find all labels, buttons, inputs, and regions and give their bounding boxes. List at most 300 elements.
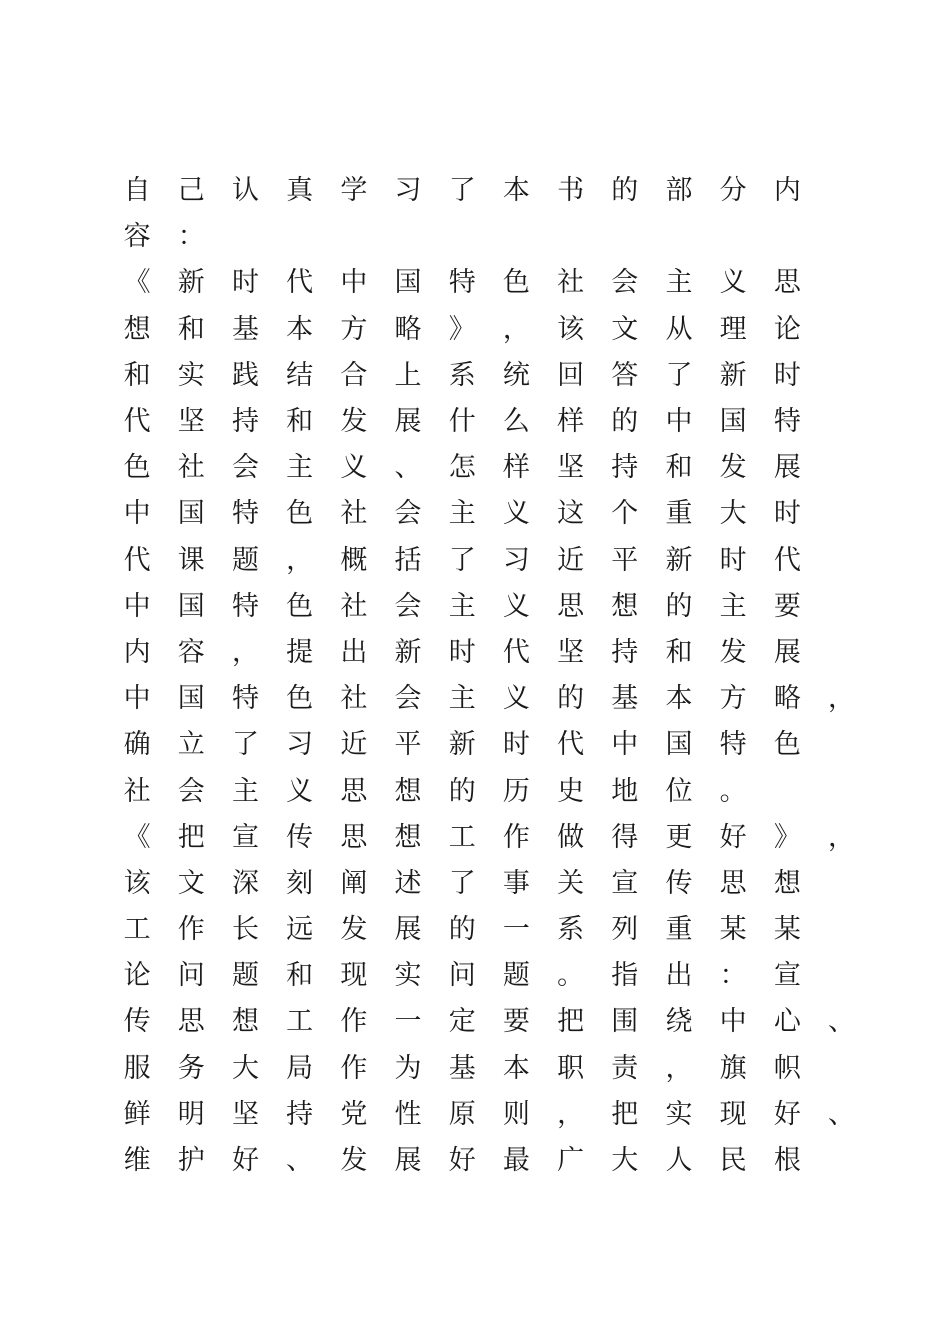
text-char: 旗: [719, 1052, 747, 1084]
text-char: 作: [340, 1052, 368, 1084]
text-char: 发: [340, 1145, 368, 1177]
text-char: 书: [557, 175, 585, 207]
text-char: 想: [123, 313, 151, 345]
text-char: 样: [557, 406, 585, 438]
text-char: 国: [177, 498, 205, 530]
text-char: 代: [557, 729, 585, 761]
text-char: 本: [502, 1052, 530, 1084]
text-char: 深: [231, 867, 259, 899]
text-char: 怎: [448, 452, 476, 484]
text-char: 大: [719, 498, 747, 530]
text-char: 色: [502, 267, 530, 299]
text-char: 中: [611, 729, 639, 761]
text-char: 作: [340, 1006, 368, 1038]
text-char: 该: [123, 867, 151, 899]
text-char: 和: [177, 313, 205, 345]
text-char: 更: [665, 821, 693, 853]
text-char: 原: [448, 1098, 476, 1130]
text-char: 问: [448, 960, 476, 992]
text-char: 习: [286, 729, 314, 761]
text-line: [110, 260, 870, 306]
text-char: 为: [394, 1052, 422, 1084]
text-char: 义: [286, 775, 314, 807]
text-char: 部: [665, 175, 693, 207]
text-char: 地: [611, 775, 639, 807]
text-char: 局: [286, 1052, 314, 1084]
text-char: 本: [665, 683, 693, 715]
text-char: 思: [773, 267, 801, 299]
text-char: 国: [665, 729, 693, 761]
text-char: 色: [123, 452, 151, 484]
text-char: ，: [286, 544, 314, 576]
text-char: 展: [773, 636, 801, 668]
text-char: 传: [665, 867, 693, 899]
text-line: [110, 630, 870, 676]
text-char: 略: [773, 683, 801, 715]
text-line: [110, 491, 870, 537]
text-line: [110, 168, 870, 214]
text-char: 社: [340, 683, 368, 715]
text-char: 想: [611, 590, 639, 622]
body-text: [110, 168, 870, 1184]
text-char: 概: [340, 544, 368, 576]
text-char: 持: [611, 636, 639, 668]
text-char: 发: [719, 636, 747, 668]
text-char: 色: [286, 498, 314, 530]
text-char: 社: [340, 498, 368, 530]
text-line: [110, 722, 870, 768]
text-char: 义: [340, 452, 368, 484]
text-line: [110, 815, 870, 861]
text-char: 定: [448, 1006, 476, 1038]
text-char: 《: [123, 821, 151, 853]
text-char: 的: [611, 175, 639, 207]
text-char: 时: [773, 359, 801, 391]
text-char: 事: [502, 867, 530, 899]
text-char: 文: [611, 313, 639, 345]
text-char: 平: [611, 544, 639, 576]
text-char: 、: [394, 452, 422, 484]
text-char: 论: [123, 960, 151, 992]
text-char: 主: [719, 590, 747, 622]
text-char: 大: [231, 1052, 259, 1084]
text-char: 根: [773, 1145, 801, 1177]
text-char: 中: [719, 1006, 747, 1038]
text-line: [110, 676, 870, 722]
text-char: 会: [394, 498, 422, 530]
text-char: 新: [177, 267, 205, 299]
text-char: 持: [286, 1098, 314, 1130]
text-char: 宣: [231, 821, 259, 853]
text-char: 思: [177, 1006, 205, 1038]
text-char: 想: [231, 1006, 259, 1038]
text-char: 和: [286, 406, 314, 438]
text-char: 和: [665, 636, 693, 668]
text-char: 习: [394, 175, 422, 207]
text-char: 中: [340, 267, 368, 299]
text-char: 刻: [286, 867, 314, 899]
text-char: 义: [502, 683, 530, 715]
text-char: 要: [773, 590, 801, 622]
text-char: 大: [611, 1145, 639, 1177]
text-line: [110, 584, 870, 630]
text-char: 关: [557, 867, 585, 899]
text-char: ，: [231, 636, 259, 668]
text-char: 代: [123, 406, 151, 438]
text-char: 时: [448, 636, 476, 668]
text-char: 社: [340, 590, 368, 622]
text-char: 的: [448, 914, 476, 946]
text-char: 合: [340, 359, 368, 391]
text-char: 列: [611, 914, 639, 946]
text-char: 系: [557, 914, 585, 946]
text-char: 中: [123, 683, 151, 715]
text-char: 特: [719, 729, 747, 761]
text-char: 的: [557, 683, 585, 715]
text-char: 的: [448, 775, 476, 807]
text-char: 特: [231, 683, 259, 715]
text-char: 主: [286, 452, 314, 484]
text-char: 宣: [773, 960, 801, 992]
text-char: 职: [557, 1052, 585, 1084]
text-char: 践: [231, 359, 259, 391]
text-char: 容: [177, 636, 205, 668]
text-char: 主: [448, 498, 476, 530]
text-char: 鲜: [123, 1098, 151, 1130]
text-char: 工: [123, 914, 151, 946]
text-char: 中: [123, 590, 151, 622]
text-char: 》: [773, 821, 801, 853]
text-char: 内: [773, 175, 801, 207]
text-char: 方: [719, 683, 747, 715]
text-char: 出: [665, 960, 693, 992]
text-char: 民: [719, 1145, 747, 1177]
text-char: 坚: [557, 452, 585, 484]
text-char: 时: [773, 498, 801, 530]
text-char: 的: [611, 406, 639, 438]
text-char: 党: [340, 1098, 368, 1130]
text-char: 主: [448, 590, 476, 622]
text-char: 和: [123, 359, 151, 391]
text-char: 认: [231, 175, 259, 207]
text-char: 代: [286, 267, 314, 299]
text-char: 内: [123, 636, 151, 668]
text-char: 色: [286, 683, 314, 715]
text-char: 会: [177, 775, 205, 807]
text-char: 指: [611, 960, 639, 992]
text-char: 新: [394, 636, 422, 668]
text-char: 某: [773, 914, 801, 946]
text-char: 和: [665, 452, 693, 484]
text-char: 基: [231, 313, 259, 345]
text-char: 主: [665, 267, 693, 299]
text-char: 要: [502, 1006, 530, 1038]
text-char: 思: [557, 590, 585, 622]
text-char: 理: [719, 313, 747, 345]
text-char: 了: [448, 175, 476, 207]
text-char: 社: [557, 267, 585, 299]
text-line: [110, 538, 870, 584]
text-char: 主: [231, 775, 259, 807]
text-char: ，: [828, 683, 856, 715]
text-char: 题: [231, 544, 259, 576]
text-char: 。: [719, 775, 747, 807]
text-char: 特: [448, 267, 476, 299]
text-char: 现: [719, 1098, 747, 1130]
text-char: 时: [502, 729, 530, 761]
text-char: 重: [665, 914, 693, 946]
text-char: 国: [177, 590, 205, 622]
text-char: 方: [340, 313, 368, 345]
text-char: 新: [719, 359, 747, 391]
text-char: 护: [177, 1145, 205, 1177]
text-char: 文: [177, 867, 205, 899]
text-char: 好: [231, 1145, 259, 1177]
text-char: 容: [123, 221, 151, 253]
text-char: 展: [773, 452, 801, 484]
text-char: 思: [340, 775, 368, 807]
text-char: 坚: [177, 406, 205, 438]
text-char: 本: [286, 313, 314, 345]
text-char: 学: [340, 175, 368, 207]
text-char: 国: [177, 683, 205, 715]
text-char: 义: [502, 498, 530, 530]
text-char: 、: [828, 1098, 856, 1130]
text-char: 服: [123, 1052, 151, 1084]
text-char: 展: [394, 914, 422, 946]
text-char: 坚: [557, 636, 585, 668]
text-line: [110, 1046, 870, 1092]
text-char: 想: [773, 867, 801, 899]
text-char: 国: [719, 406, 747, 438]
text-char: 么: [502, 406, 530, 438]
text-char: 作: [177, 914, 205, 946]
text-char: 重: [665, 498, 693, 530]
text-char: 习: [502, 544, 530, 576]
text-char: 个: [611, 498, 639, 530]
text-char: 自: [123, 175, 151, 207]
text-char: 新: [448, 729, 476, 761]
text-char: ，: [665, 1052, 693, 1084]
text-char: 想: [394, 775, 422, 807]
text-char: 历: [502, 775, 530, 807]
text-char: 基: [611, 683, 639, 715]
text-char: 社: [177, 452, 205, 484]
text-char: 长: [231, 914, 259, 946]
text-char: 思: [340, 821, 368, 853]
text-char: 平: [394, 729, 422, 761]
text-char: 史: [557, 775, 585, 807]
text-char: 》: [448, 313, 476, 345]
text-char: 。: [557, 960, 585, 992]
text-line: [110, 353, 870, 399]
text-char: 做: [557, 821, 585, 853]
text-char: 维: [123, 1145, 151, 1177]
text-char: 结: [286, 359, 314, 391]
text-char: 传: [286, 821, 314, 853]
text-char: 代: [773, 544, 801, 576]
text-char: 近: [340, 729, 368, 761]
text-line: [110, 445, 870, 491]
text-char: 发: [719, 452, 747, 484]
text-line: [110, 307, 870, 353]
text-char: 社: [123, 775, 151, 807]
text-char: 略: [394, 313, 422, 345]
text-char: 广: [557, 1145, 585, 1177]
text-char: 回: [557, 359, 585, 391]
text-char: 立: [177, 729, 205, 761]
text-line: [110, 907, 870, 953]
text-char: 远: [286, 914, 314, 946]
text-char: 得: [611, 821, 639, 853]
text-char: 思: [719, 867, 747, 899]
text-char: 特: [773, 406, 801, 438]
text-char: 样: [502, 452, 530, 484]
text-line: [110, 861, 870, 907]
text-char: 色: [773, 729, 801, 761]
text-char: 实: [665, 1098, 693, 1130]
text-char: 展: [394, 406, 422, 438]
text-char: 了: [665, 359, 693, 391]
text-char: 把: [177, 821, 205, 853]
text-char: 上: [394, 359, 422, 391]
text-char: 实: [177, 359, 205, 391]
text-char: 则: [502, 1098, 530, 1130]
text-char: 问: [177, 960, 205, 992]
text-char: 发: [340, 914, 368, 946]
text-char: 发: [340, 406, 368, 438]
text-char: ：: [719, 960, 747, 992]
text-line: [110, 1092, 870, 1138]
text-char: 明: [177, 1098, 205, 1130]
text-char: 主: [448, 683, 476, 715]
text-char: 会: [231, 452, 259, 484]
text-char: 述: [394, 867, 422, 899]
text-char: 人: [665, 1145, 693, 1177]
text-char: 出: [340, 636, 368, 668]
text-char: 从: [665, 313, 693, 345]
text-char: 分: [719, 175, 747, 207]
text-char: 色: [286, 590, 314, 622]
text-char: 特: [231, 498, 259, 530]
text-char: 中: [665, 406, 693, 438]
text-char: ，: [828, 821, 856, 853]
text-char: 义: [719, 267, 747, 299]
text-char: 时: [719, 544, 747, 576]
text-char: 特: [231, 590, 259, 622]
text-char: 基: [448, 1052, 476, 1084]
text-char: 工: [286, 1006, 314, 1038]
text-char: 宣: [611, 867, 639, 899]
text-char: 帜: [773, 1052, 801, 1084]
text-char: 了: [448, 544, 476, 576]
text-char: 答: [611, 359, 639, 391]
text-line: [110, 953, 870, 999]
text-char: 实: [394, 960, 422, 992]
text-char: 责: [611, 1052, 639, 1084]
text-char: 好: [448, 1145, 476, 1177]
text-char: 统: [502, 359, 530, 391]
text-char: 了: [448, 867, 476, 899]
text-char: 了: [231, 729, 259, 761]
text-char: 真: [286, 175, 314, 207]
text-char: 括: [394, 544, 422, 576]
text-char: 把: [557, 1006, 585, 1038]
text-char: 代: [123, 544, 151, 576]
text-char: 现: [340, 960, 368, 992]
text-char: 题: [502, 960, 530, 992]
text-char: 一: [394, 1006, 422, 1038]
text-char: ，: [502, 313, 530, 345]
text-char: 阐: [340, 867, 368, 899]
text-char: 想: [394, 821, 422, 853]
text-char: 题: [231, 960, 259, 992]
text-char: 坚: [231, 1098, 259, 1130]
text-char: 最: [502, 1145, 530, 1177]
text-char: 提: [286, 636, 314, 668]
text-char: 、: [828, 1006, 856, 1038]
text-char: 国: [394, 267, 422, 299]
text-line: [110, 1138, 870, 1184]
text-char: 近: [557, 544, 585, 576]
text-char: ：: [177, 221, 205, 253]
text-char: 性: [394, 1098, 422, 1130]
text-char: 心: [773, 1006, 801, 1038]
text-char: 展: [394, 1145, 422, 1177]
text-line: [110, 399, 870, 445]
text-char: 会: [394, 683, 422, 715]
text-char: 的: [665, 590, 693, 622]
text-char: 新: [665, 544, 693, 576]
text-char: 某: [719, 914, 747, 946]
text-char: 什: [448, 406, 476, 438]
text-char: 本: [502, 175, 530, 207]
text-char: 课: [177, 544, 205, 576]
text-char: 和: [286, 960, 314, 992]
text-char: 论: [773, 313, 801, 345]
text-char: 把: [611, 1098, 639, 1130]
text-char: 作: [502, 821, 530, 853]
text-char: 《: [123, 267, 151, 299]
text-char: 持: [231, 406, 259, 438]
text-char: 会: [611, 267, 639, 299]
text-char: ，: [557, 1098, 585, 1130]
text-line: [110, 214, 870, 260]
text-char: 代: [502, 636, 530, 668]
text-char: 一: [502, 914, 530, 946]
text-char: 该: [557, 313, 585, 345]
text-char: 这: [557, 498, 585, 530]
text-char: 好: [773, 1098, 801, 1130]
text-char: 义: [502, 590, 530, 622]
text-char: 围: [611, 1006, 639, 1038]
text-char: 绕: [665, 1006, 693, 1038]
text-char: 、: [286, 1145, 314, 1177]
text-char: 好: [719, 821, 747, 853]
text-line: [110, 768, 870, 814]
text-char: 时: [231, 267, 259, 299]
text-char: 己: [177, 175, 205, 207]
text-line: [110, 999, 870, 1045]
text-char: 中: [123, 498, 151, 530]
text-char: 传: [123, 1006, 151, 1038]
text-char: 工: [448, 821, 476, 853]
text-char: 位: [665, 775, 693, 807]
text-char: 系: [448, 359, 476, 391]
text-char: 确: [123, 729, 151, 761]
text-char: 持: [611, 452, 639, 484]
text-char: 务: [177, 1052, 205, 1084]
